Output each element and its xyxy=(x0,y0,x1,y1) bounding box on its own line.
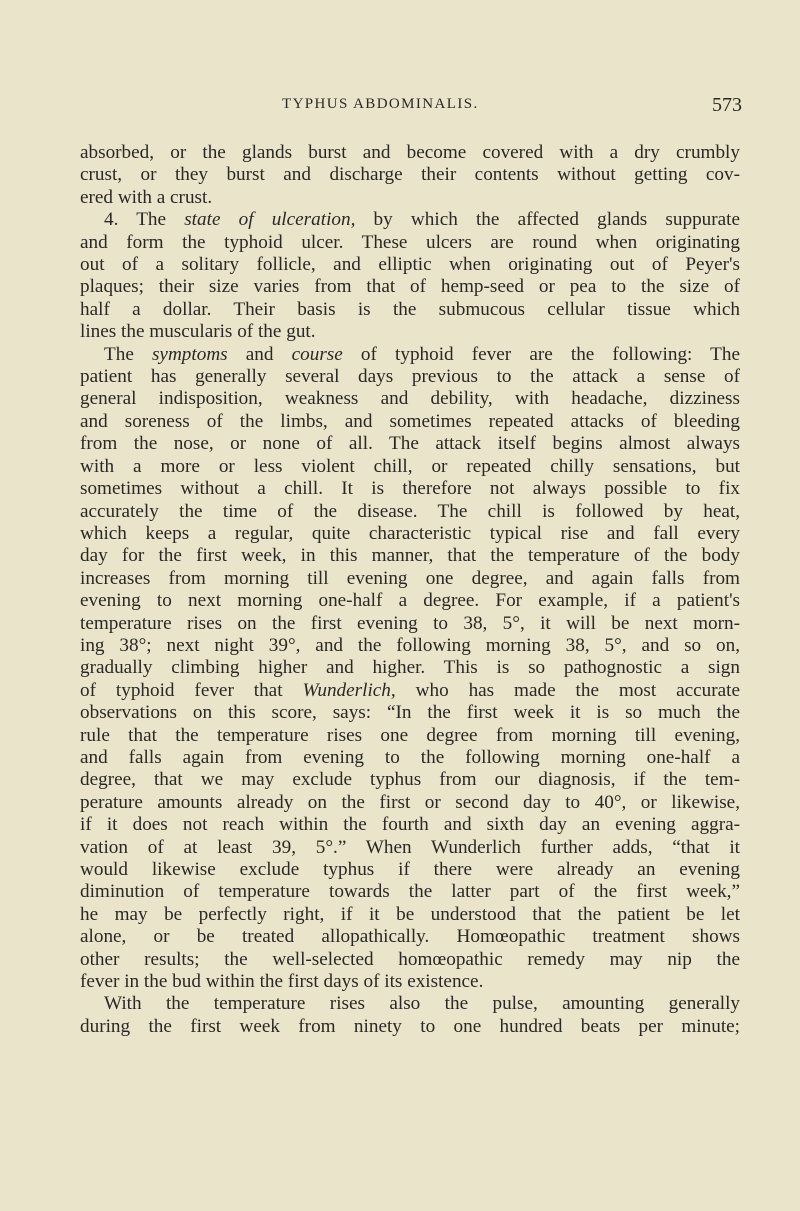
text-line: other results; the well-selected homœopathic remedy may nip the xyxy=(80,948,740,970)
body-text xyxy=(80,142,740,1038)
text-line: patient has generally several days previous to the attack a sense of xyxy=(80,366,740,388)
text-line: from the nose, or none of all. The attack itself begins almost always xyxy=(80,433,740,455)
text-line: ered with a crust. xyxy=(80,186,213,208)
text-line: would likewise exclude typhus if there were already an evening xyxy=(80,859,740,880)
text-line: accurately the time of the disease. The chill is followed by heat, xyxy=(80,500,740,522)
text-line: fever in the bud within the first days of its existence. xyxy=(80,971,484,993)
text-line: and soreness of the limbs, and sometimes repeated attacks of bleeding xyxy=(80,410,740,432)
italic-term: state of ulceration, xyxy=(184,209,356,231)
text-line: absorbed, or the glands burst and become covered with a dry crumbly xyxy=(80,142,740,163)
italic-term: symptoms xyxy=(151,343,228,365)
text-line: vation of at least 39, 5°.” When Wunderlich further adds, “that it xyxy=(80,836,740,858)
text-run: of typhoid fever that xyxy=(80,679,303,701)
text-line: half a dollar. Their basis is the submucous cellular tissue which xyxy=(80,298,740,320)
text-line: general indisposition, weakness and debility, with headache, dizziness xyxy=(80,388,740,410)
text-line: he may be perfectly right, if it be understood that the patient be let xyxy=(80,903,740,925)
text-line: degree, that we may exclude typhus from our diagnosis, if the tem- xyxy=(80,769,740,791)
text-line: and falls again from evening to the following morning one-half a xyxy=(80,746,740,768)
text-line: out of a solitary follicle, and elliptic when originating out of Peyer's xyxy=(80,254,740,276)
text-run: of typhoid fever are the following: The xyxy=(342,343,740,365)
text-line xyxy=(80,344,740,366)
running-title: TYPHUS ABDOMINALIS. xyxy=(282,96,479,112)
text-line: sometimes without a chill. It is therefore not always possible to fix xyxy=(80,478,740,500)
text-run: who has made the most accurate xyxy=(395,679,740,701)
italic-term: course xyxy=(291,343,343,365)
text-line: diminution of temperature towards the latter part of the first week,” xyxy=(80,881,740,903)
text-line: temperature rises on the first evening to 38, 5°, it will be next morn- xyxy=(80,612,740,634)
text-line: day for the first week, in this manner, that the temperature of the body xyxy=(80,545,740,567)
italic-term: Wunderlich, xyxy=(302,679,396,701)
text-line xyxy=(80,680,740,702)
text-run: and xyxy=(227,343,292,365)
text-line: With the temperature rises also the pulse, amounting generally xyxy=(104,993,740,1015)
text-line: with a more or less violent chill, or repeated chilly sensations, but xyxy=(80,455,740,477)
text-line: evening to next morning one-half a degree. For example, if a patient's xyxy=(80,590,740,612)
text-line: crust, or they burst and discharge their contents without getting cov- xyxy=(80,164,740,186)
text-run: by which the affected glands suppurate xyxy=(355,209,741,231)
page-number: 573 xyxy=(712,94,742,116)
text-line: plaques; their size varies from that of hemp-seed or pea to the size of xyxy=(80,276,740,298)
text-line: perature amounts already on the first or second day to 40°, or likewise, xyxy=(80,791,740,813)
text-run: 4. The xyxy=(104,209,185,231)
text-line: rule that the temperature rises one degree from morning till evening, xyxy=(80,724,740,746)
text-line: which keeps a regular, quite characteristic typical rise and fall every xyxy=(80,522,740,544)
text-line: and form the typhoid ulcer. These ulcers are round when originating xyxy=(80,231,740,253)
text-line: lines the muscularis of the gut. xyxy=(80,321,316,343)
text-line: if it does not reach within the fourth and sixth day an evening aggra- xyxy=(80,814,740,836)
text-line: observations on this score, says: “In the first week it is so much the xyxy=(80,702,740,724)
page-header xyxy=(0,96,800,120)
text-line: gradually climbing higher and higher. This is so pathognostic a sign xyxy=(80,657,740,679)
text-run: The xyxy=(104,343,152,365)
text-line: ing 38°; next night 39°, and the following morning 38, 5°, and so on, xyxy=(80,634,740,656)
text-line xyxy=(80,209,740,231)
text-line: alone, or be treated allopathically. Homœopathic treatment shows xyxy=(80,926,740,948)
text-line: increases from morning till evening one degree, and again falls from xyxy=(80,567,740,589)
text-line: during the first week from ninety to one hundred beats per minute; xyxy=(80,1015,740,1037)
